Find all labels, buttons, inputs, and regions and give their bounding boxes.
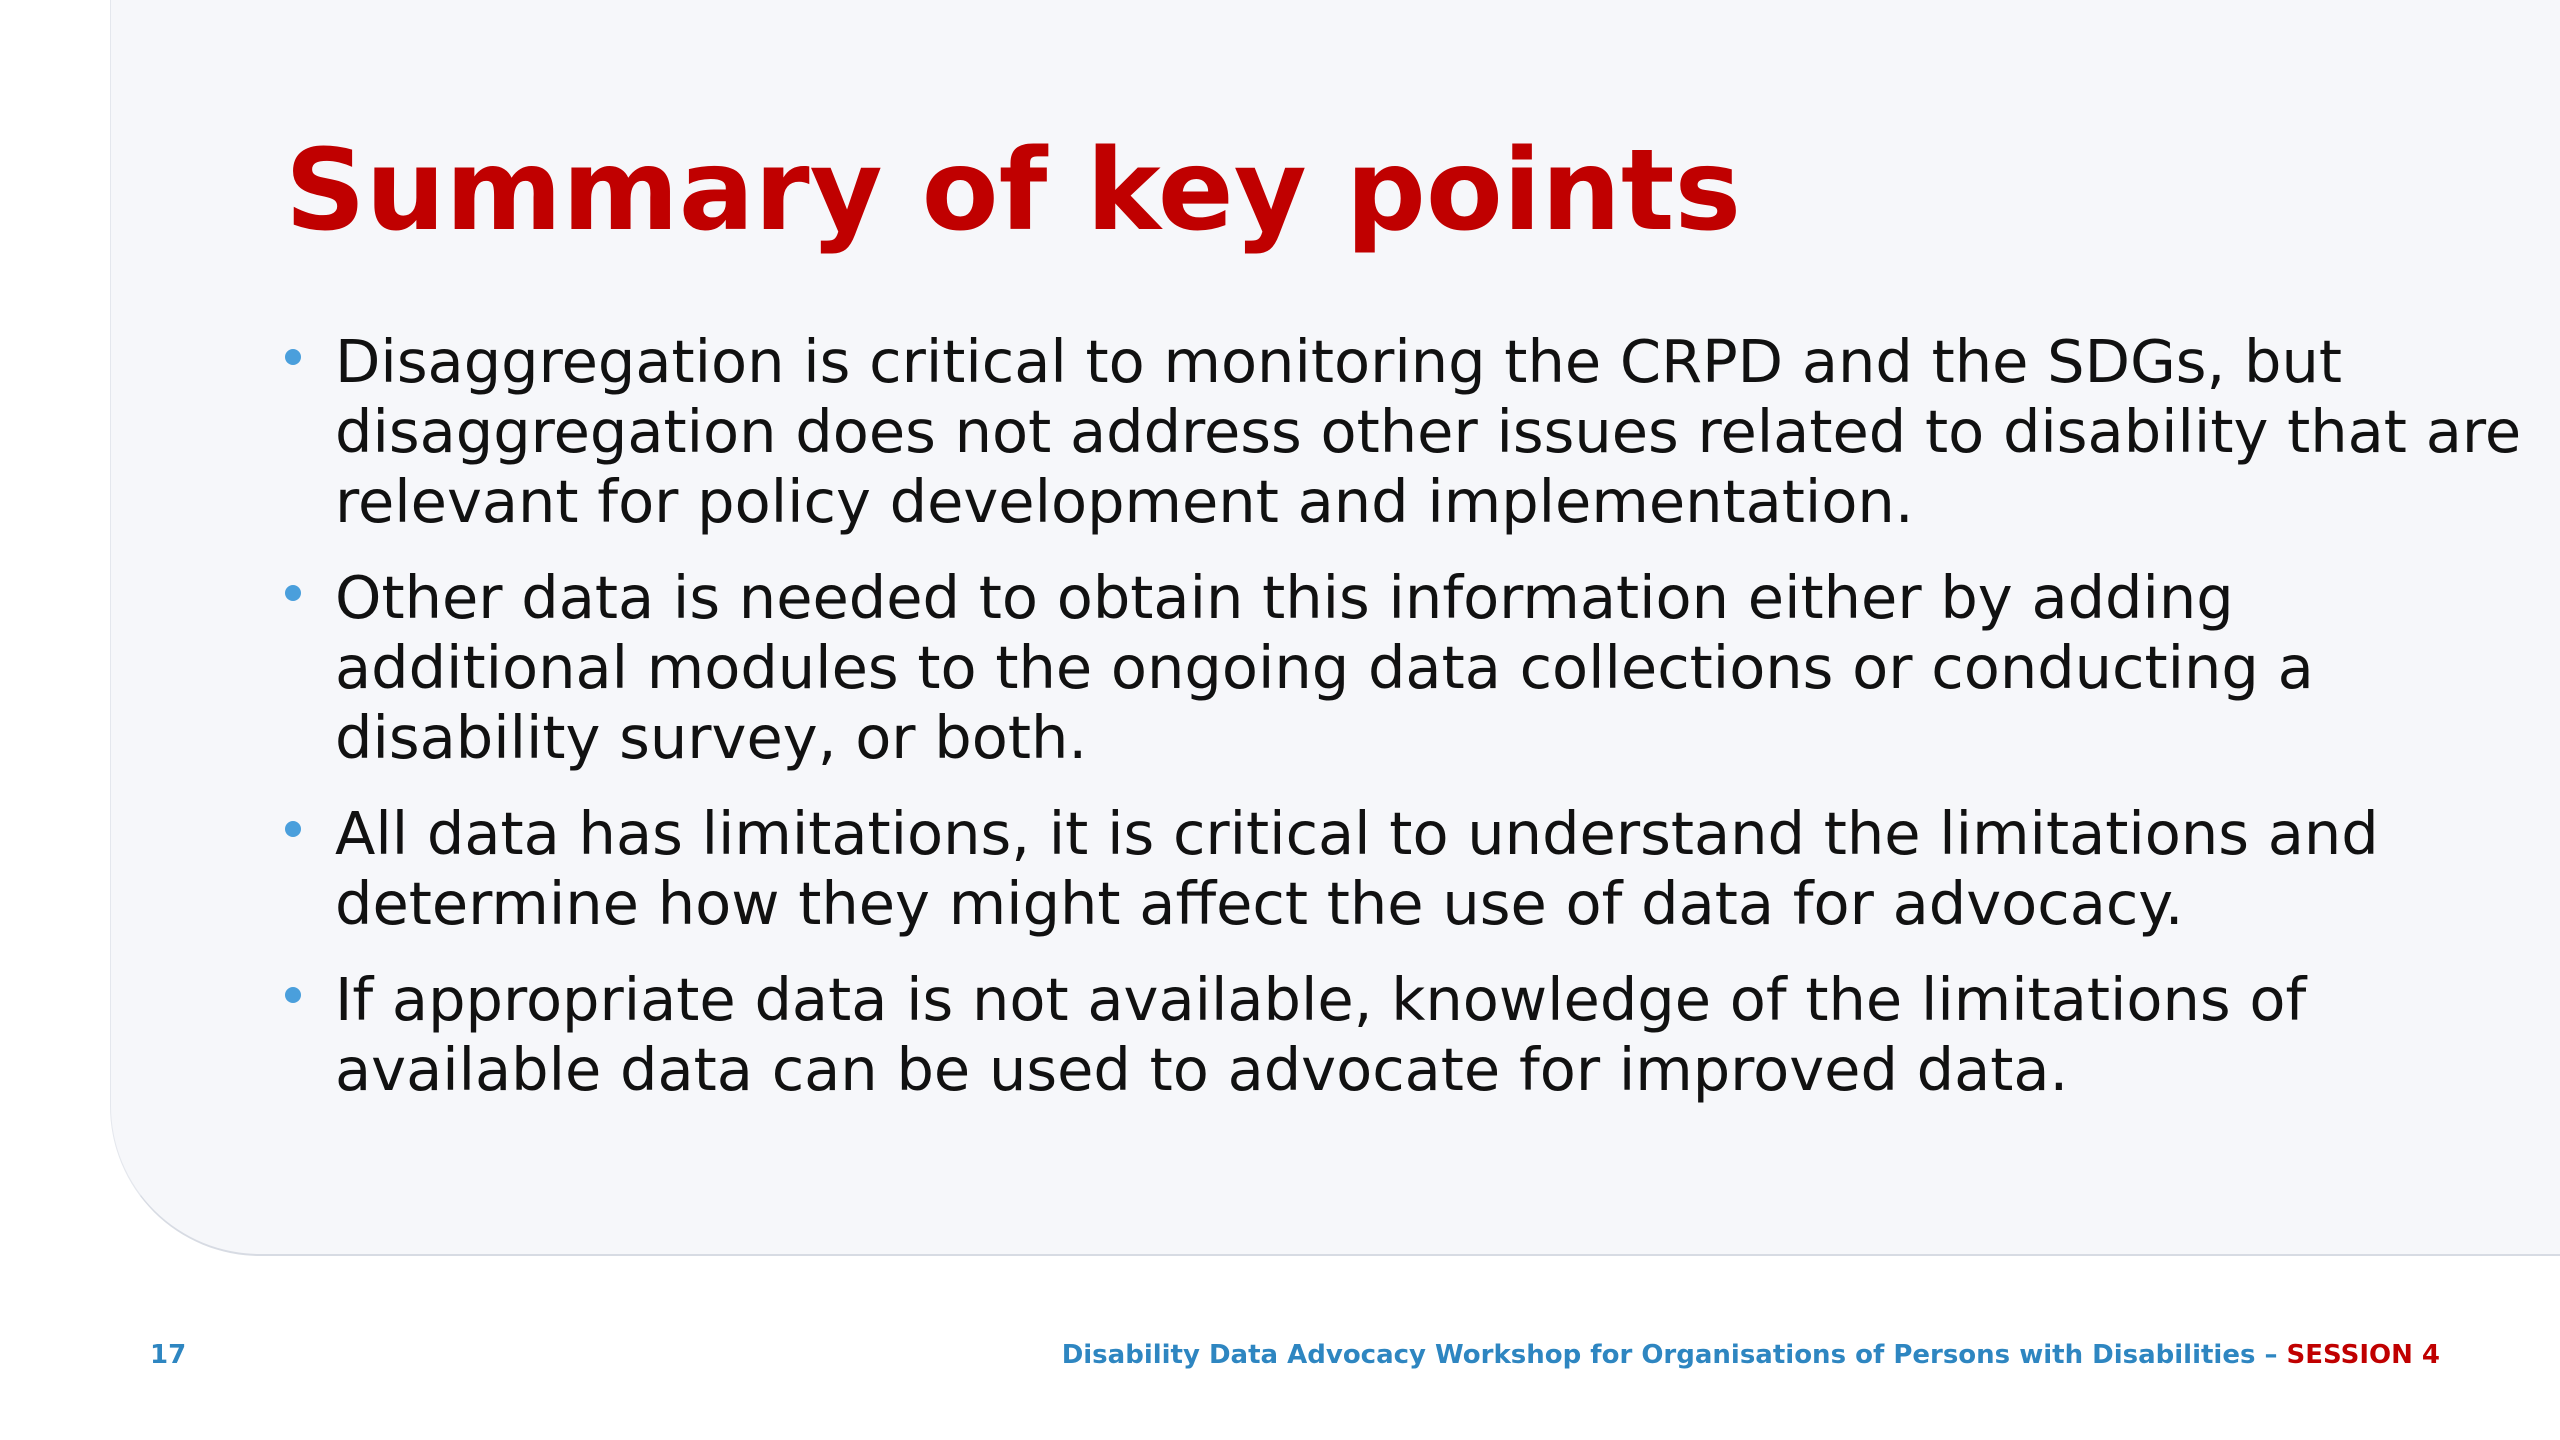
- bullet-dot-icon: [285, 821, 301, 837]
- bullet-dot-icon: [285, 987, 301, 1003]
- bullet-text: All data has limitations, it is critical to understand the limitations and determine how they might affect the use of data for advocacy.: [335, 799, 2379, 938]
- page-number: 17: [150, 1340, 187, 1370]
- bullet-item: [285, 799, 2525, 939]
- bullet-item: [285, 327, 2525, 537]
- footer-workshop-title: Disability Data Advocacy Workshop for Organisations of Persons with Disabilities –: [1061, 1340, 2287, 1370]
- bullet-list: [285, 327, 2525, 1131]
- bullet-dot-icon: [285, 349, 301, 365]
- bullet-text: If appropriate data is not available, knowledge of the limitations of available data can be used to advocate for improved data.: [335, 965, 2307, 1104]
- bullet-item: [285, 965, 2525, 1105]
- footer-text: [1062, 1340, 2440, 1370]
- bullet-text: Other data is needed to obtain this information either by adding additional modules to the ongoing data collections or conducting a disability survey, or both.: [335, 563, 2314, 772]
- bullet-dot-icon: [285, 585, 301, 601]
- slide-title: Summary of key points: [285, 126, 1742, 256]
- bullet-text: Disaggregation is critical to monitoring the CRPD and the SDGs, but disaggregation does not address other issues related to disability that are relevant for policy development and implementation.: [335, 327, 2522, 536]
- footer-session-label: SESSION 4: [2286, 1340, 2440, 1370]
- bullet-item: [285, 563, 2525, 773]
